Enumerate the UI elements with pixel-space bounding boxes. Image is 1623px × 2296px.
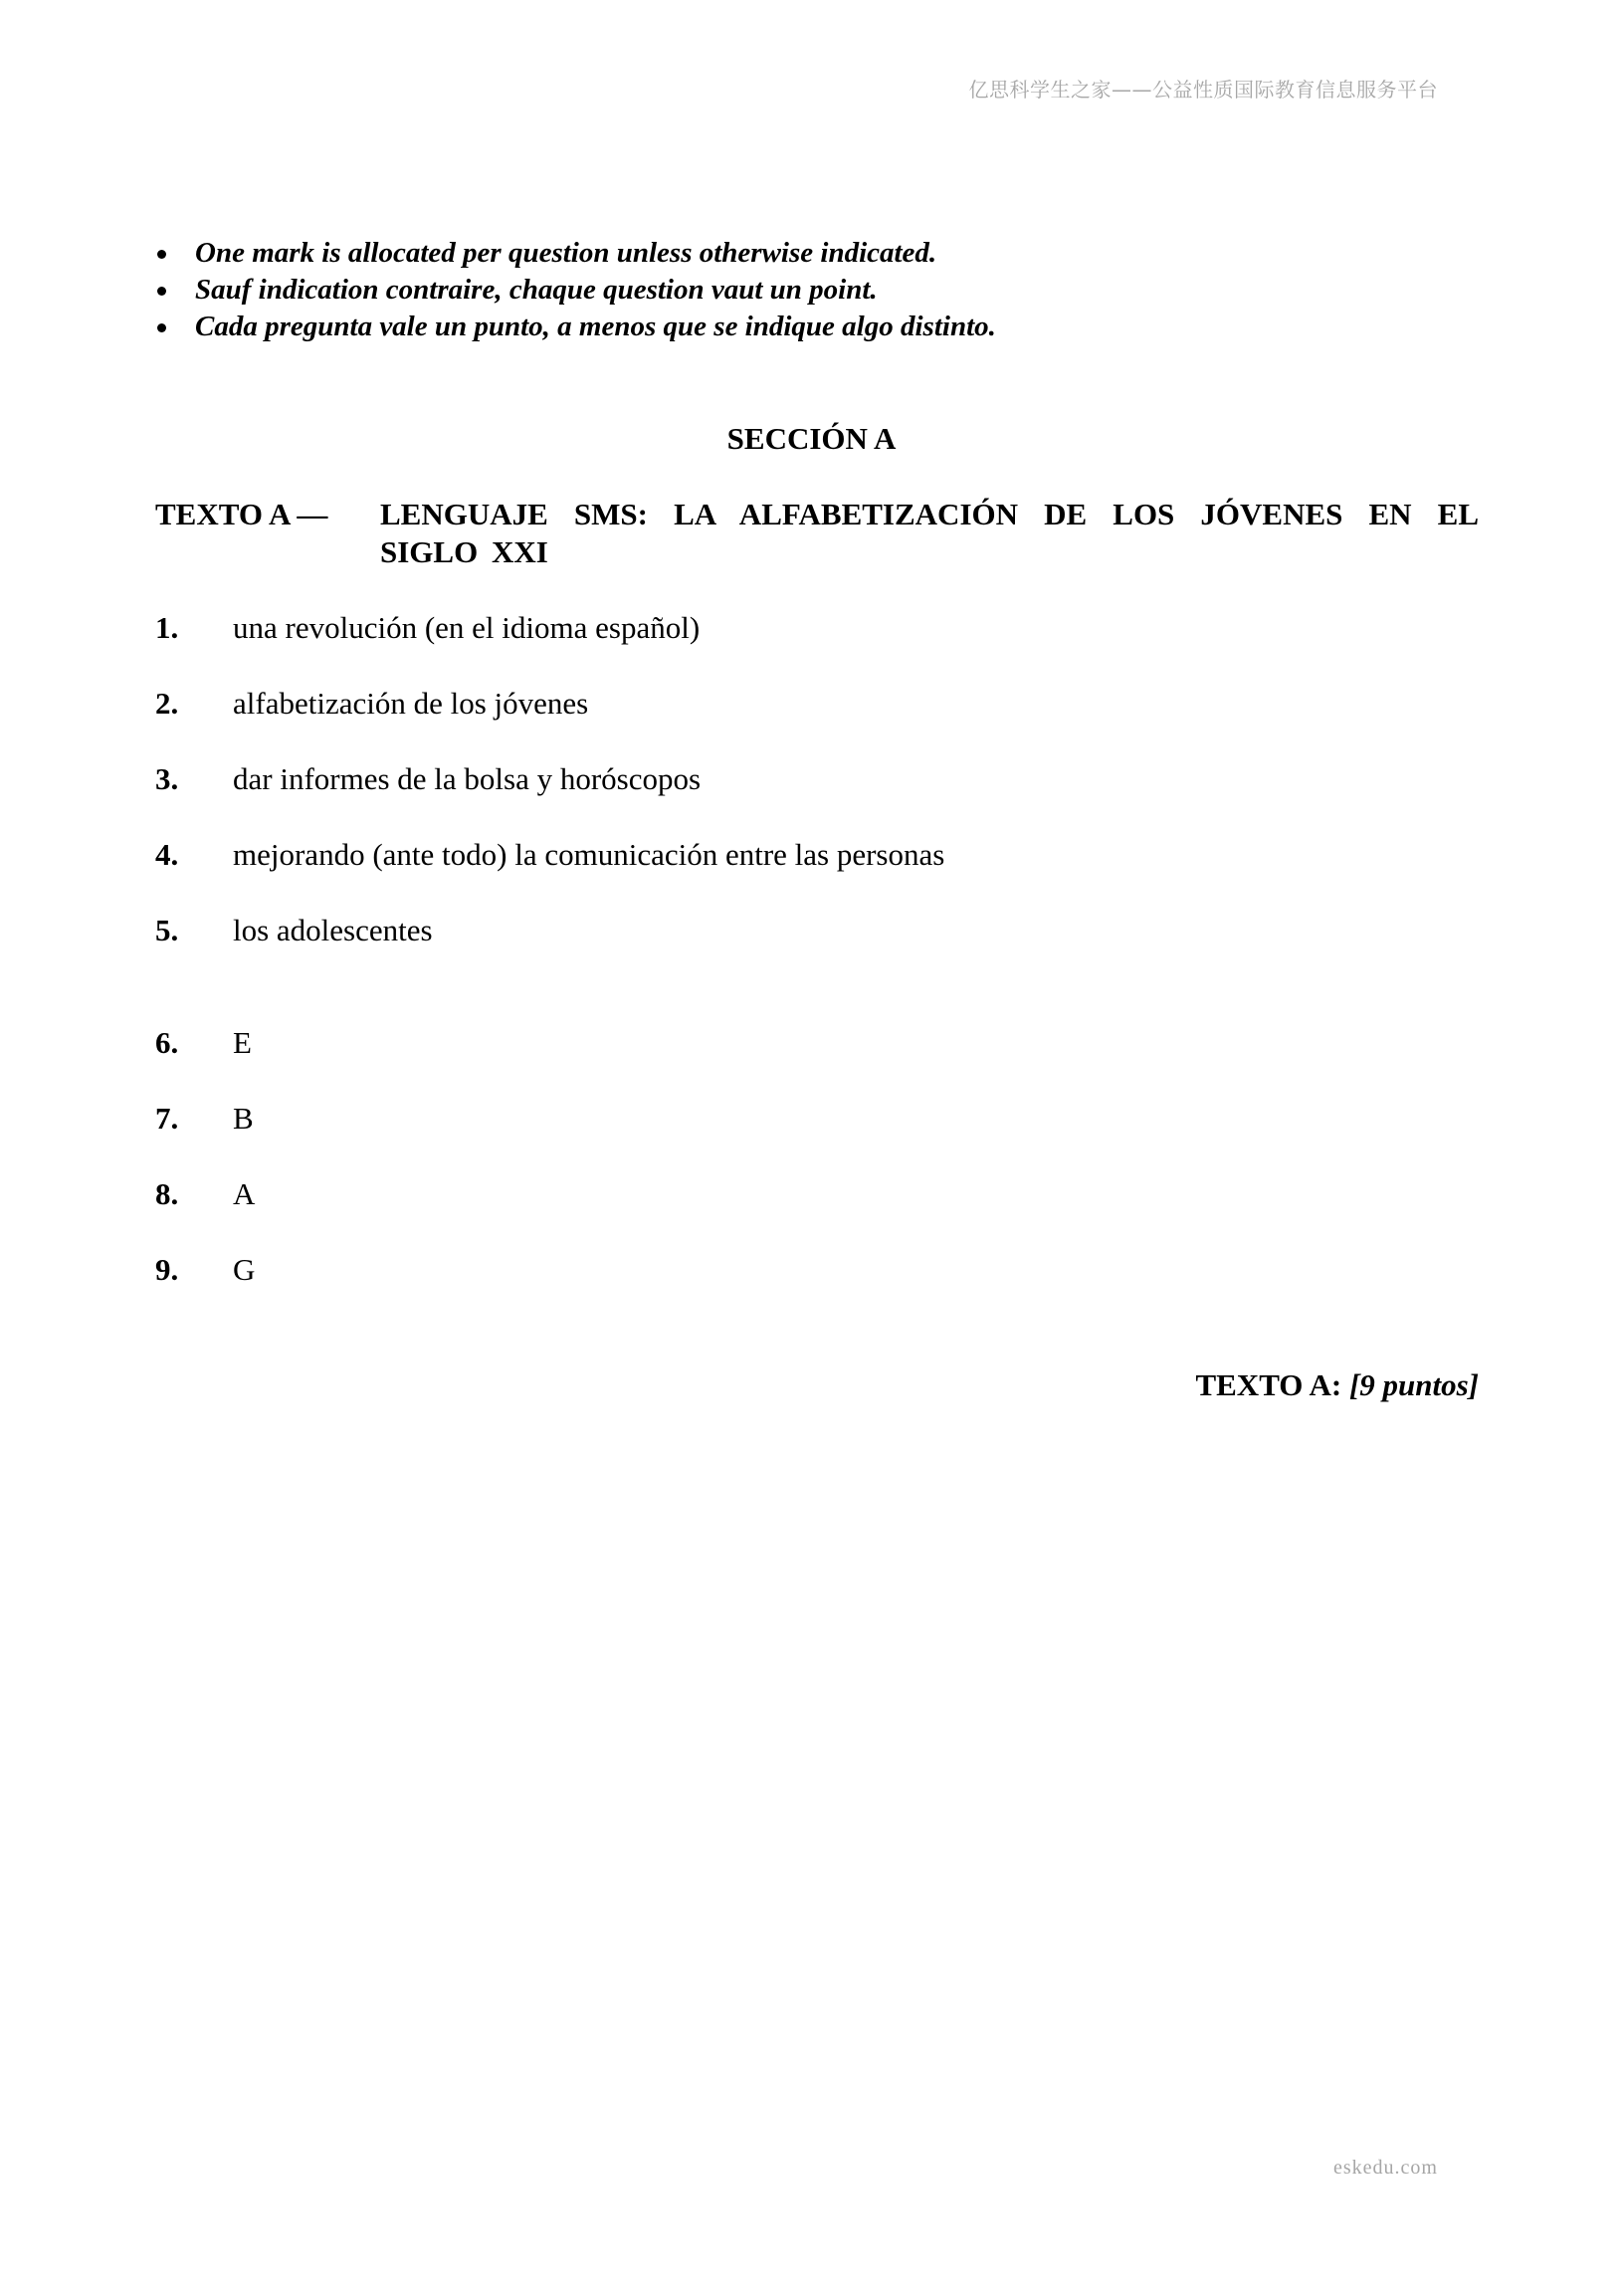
text-heading — [155, 496, 1479, 571]
answer-item — [155, 609, 700, 647]
answer-item — [155, 1251, 255, 1289]
answer-number: 9. — [155, 1252, 179, 1287]
footer-watermark: eskedu.com — [1333, 2157, 1438, 2179]
text-title: LENGUAJE SMS: LA ALFABETIZACIÓN DE LOS JÓVENES EN EL SIGLO XXI — [380, 497, 1479, 569]
answer-text: dar informes de la bolsa y horóscopos — [233, 761, 702, 796]
instruction-english: One mark is allocated per question unless otherwise indicated. — [195, 237, 937, 269]
answer-text: alfabetización de los jóvenes — [233, 686, 589, 721]
answer-number: 4. — [155, 837, 179, 872]
answer-number: 1. — [155, 610, 179, 645]
section-title: SECCIÓN A — [726, 421, 897, 456]
instruction-item — [155, 235, 996, 272]
bullet-icon — [157, 287, 166, 296]
answer-text: G — [233, 1252, 256, 1287]
score-points: [9 puntos] — [1348, 1367, 1479, 1402]
instructions-list — [155, 235, 996, 345]
answer-text: A — [233, 1176, 256, 1211]
instruction-french: Sauf indication contraire, chaque question vaut un point. — [195, 274, 878, 306]
answer-number: 6. — [155, 1025, 179, 1060]
bullet-icon — [157, 323, 166, 332]
answer-item — [155, 912, 433, 949]
score-label: TEXTO A: — [1195, 1367, 1342, 1402]
bullet-icon — [157, 250, 166, 259]
answer-number: 7. — [155, 1101, 179, 1136]
text-label: TEXTO A — — [155, 497, 328, 531]
answer-text: los adolescentes — [233, 913, 433, 947]
answer-item — [155, 1100, 254, 1138]
instruction-item — [155, 272, 996, 309]
answer-text: E — [233, 1025, 252, 1060]
instruction-item — [155, 309, 996, 345]
header-watermark: 亿思科学生之家——公益性质国际教育信息服务平台 — [968, 78, 1438, 102]
answer-number: 2. — [155, 686, 179, 721]
answer-number: 3. — [155, 761, 179, 796]
answer-text: B — [233, 1101, 254, 1136]
answer-item — [155, 760, 701, 798]
score-total — [1195, 1367, 1479, 1403]
answer-item — [155, 1175, 255, 1213]
answer-item — [155, 836, 944, 874]
answer-number: 8. — [155, 1176, 179, 1211]
instruction-spanish: Cada pregunta vale un punto, a menos que se indique algo distinto. — [195, 311, 996, 342]
answer-text: una revolución (en el idioma español) — [233, 610, 701, 645]
answer-item — [155, 685, 588, 723]
answer-item — [155, 1024, 252, 1062]
answer-text: mejorando (ante todo) la comunicación entre las personas — [233, 837, 945, 872]
answer-number: 5. — [155, 913, 179, 947]
